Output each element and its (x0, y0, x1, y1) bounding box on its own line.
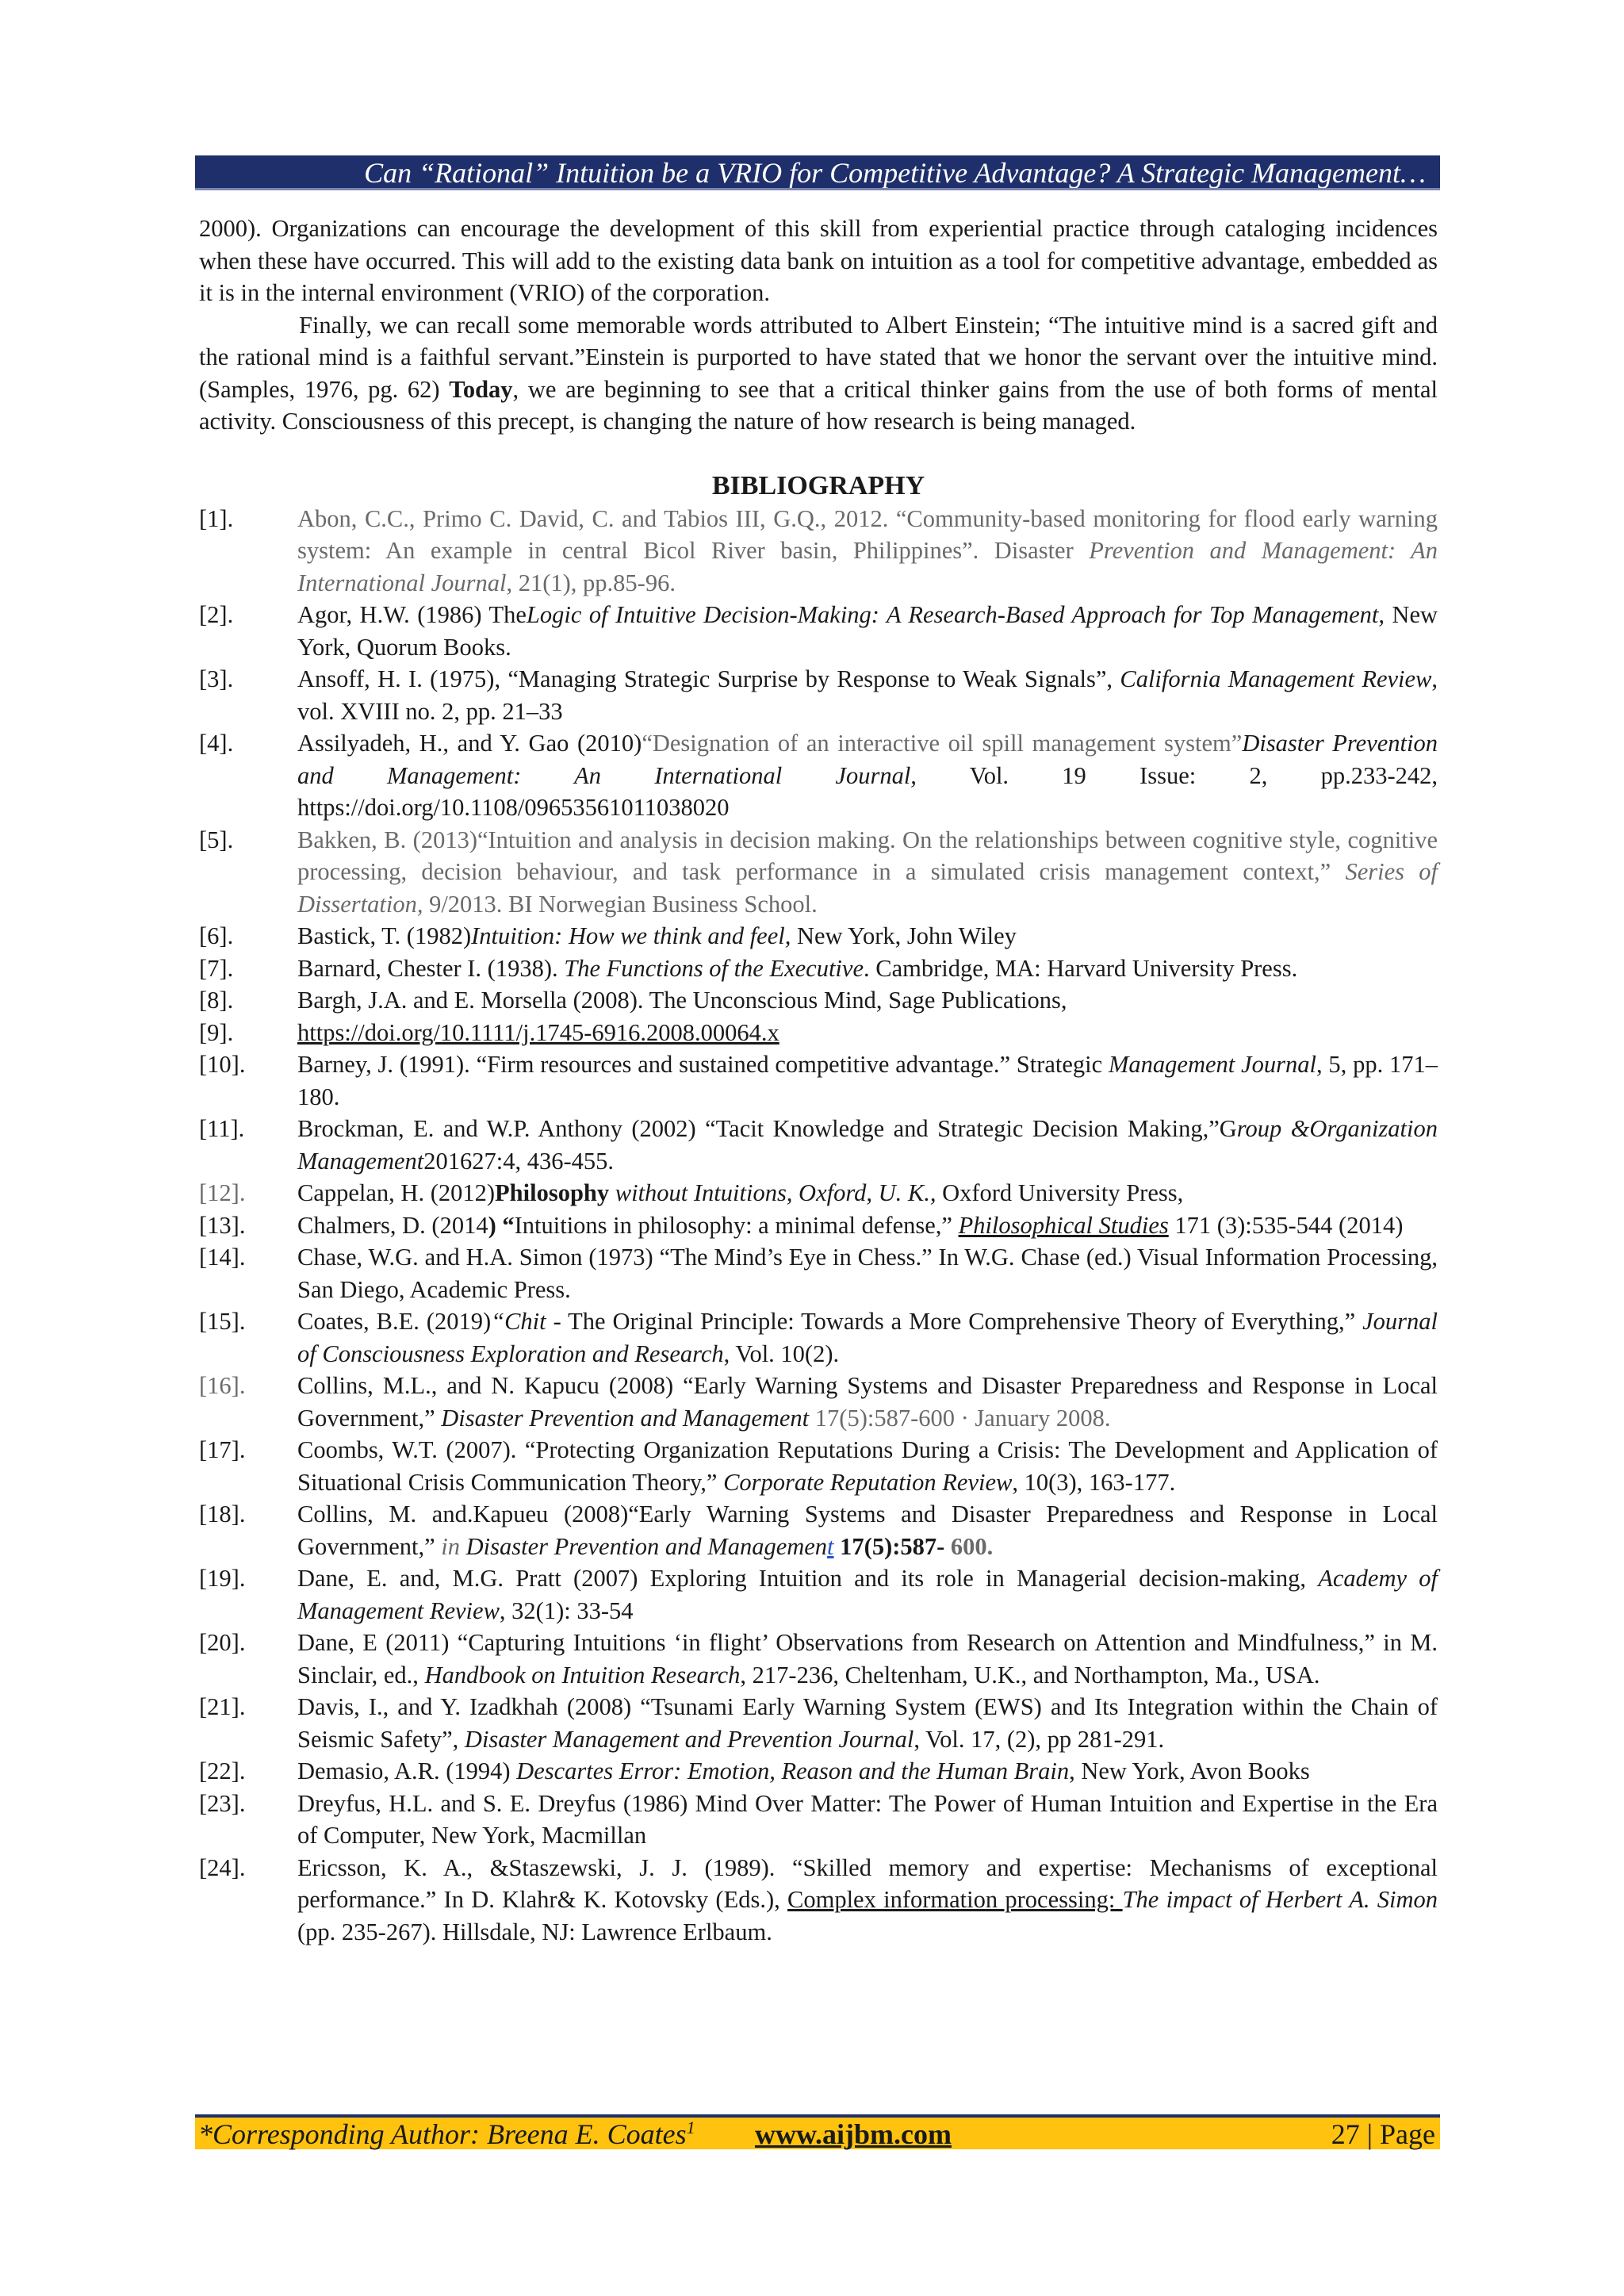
reference-number: [6]. (199, 922, 234, 949)
reference-item (199, 1562, 1438, 1627)
reference-text: Bargh, J.A. and E. Morsella (2008). The Unconscious Mind, Sage Publications, (297, 987, 1067, 1014)
reference-text: Collins, M.L., and N. Kapucu (2008) “Early Warning Systems and Disaster Preparedness and Response in Local Government,” Disaster Prevention and Management 17(5):587-600 · January 2008. (297, 1372, 1438, 1432)
reference-text: Dane, E (2011) “Capturing Intuitions ‘in flight’ Observations from Research on Attention and Mindfulness,” in M. Sinclair, ed., Handbook on Intuition Research, 217-236, Cheltenham, U.K., and Northampton, Ma., USA. (297, 1629, 1438, 1688)
reference-text: Brockman, E. and W.P. Anthony (2002) “Tacit Knowledge and Strategic Decision Making,”Group &Organization Management201627:4, 436-455. (297, 1115, 1438, 1175)
reference-number: [11]. (199, 1115, 245, 1142)
page-number: 27 | Page (1331, 2118, 1435, 2150)
reference-text: Dane, E. and, M.G. Pratt (2007) Exploring Intuition and its role in Managerial decision-making, Academy of Management Review, 32(1): 33-54 (297, 1565, 1438, 1624)
reference-item (199, 663, 1438, 727)
reference-item (199, 1691, 1438, 1755)
running-title: Can “Rational” Intuition be a VRIO for Competitive Advantage? A Strategic Management… (364, 157, 1426, 189)
body-paragraph-1: 2000). Organizations can encourage the development of this skill from experiential practice through cataloging incidences when these have occurred. This will add to the existing data bank on intuition as a tool for competitive advantage, embedded as it is in the internal environment (VRIO) of the corporation. (199, 215, 1438, 306)
reference-number: [15]. (199, 1308, 246, 1335)
reference-number: [19]. (199, 1565, 246, 1592)
reference-number: [8]. (199, 987, 234, 1014)
reference-number: [2]. (199, 601, 234, 628)
reference-text: Abon, C.C., Primo C. David, C. and Tabios III, G.Q., 2012. “Community-based monitoring for flood early warning system: An example in central Bicol River basin, Philippines”. Disaster Prevention and Management: An International Journal, 21(1), pp.85-96. (297, 504, 1438, 596)
reference-text: Chalmers, D. (2014) “Intuitions in philosophy: a minimal defense,” Philosophical Studies 171 (3):535-544 (2014) (297, 1211, 1404, 1239)
reference-text: Agor, H.W. (1986) TheLogic of Intuitive Decision-Making: A Research-Based Approach for Top Management, New York, Quorum Books. (297, 601, 1438, 661)
reference-number: [4]. (199, 730, 234, 757)
reference-number: [14]. (199, 1244, 246, 1271)
reference-item (199, 1852, 1438, 1949)
reference-text: Coates, B.E. (2019)“Chit - The Original Principle: Towards a More Comprehensive Theory of Everything,” Journal of Consciousness Exploration and Research, Vol. 10(2). (297, 1308, 1438, 1367)
reference-number: [7]. (199, 954, 234, 982)
reference-item (199, 953, 1438, 985)
reference-text: Coombs, W.T. (2007). “Protecting Organization Reputations During a Crisis: The Development and Application of Situational Crisis Communication Theory,” Corporate Reputation Review, 10(3), 163-177. (297, 1436, 1438, 1496)
reference-number: [16]. (199, 1372, 246, 1399)
reference-item (199, 1048, 1438, 1113)
reference-text: Chase, W.G. and H.A. Simon (1973) “The Mind’s Eye in Chess.” In W.G. Chase (ed.) Visual Information Processing, San Diego, Academic Press. (297, 1244, 1438, 1303)
reference-item (199, 1017, 1438, 1049)
reference-number: [20]. (199, 1629, 246, 1656)
running-header (195, 155, 1440, 190)
reference-text: Cappelan, H. (2012)Philosophy without Intuitions, Oxford, U. K., Oxford University Press, (297, 1179, 1184, 1206)
reference-number: [24]. (199, 1853, 246, 1881)
reference-number: [9]. (199, 1018, 234, 1046)
reference-text: Barnard, Chester I. (1938). The Functions of the Executive. Cambridge, MA: Harvard University Press. (297, 954, 1298, 982)
reference-item (199, 1627, 1438, 1691)
reference-text: Ansoff, H. I. (1975), “Managing Strategic Surprise by Response to Weak Signals”, California Management Review, vol. XVIII no. 2, pp. 21–33 (297, 665, 1438, 725)
reference-number: [17]. (199, 1436, 246, 1463)
reference-number: [5]. (199, 826, 234, 853)
reference-item (199, 1305, 1438, 1370)
reference-text: Ericsson, K. A., &Staszewski, J. J. (1989). “Skilled memory and expertise: Mechanisms of exceptional performance.” In D. Klahr& K. Kotovsky (Eds.), Complex information processing: The impact of Herbert A. Simon (pp. 235-267). Hillsdale, NJ: Lawrence Erlbaum. (297, 1853, 1438, 1945)
reference-number: [22]. (199, 1757, 246, 1784)
reference-item (199, 1241, 1438, 1305)
reference-item (199, 824, 1438, 921)
doi-link[interactable]: https://doi.org/10.1111/j.1745-6916.2008.00064.x (297, 1018, 779, 1046)
reference-text: Bastick, T. (1982)Intuition: How we think and feel, New York, John Wiley (297, 922, 1017, 949)
reference-item (199, 727, 1438, 824)
reference-text: Dreyfus, H.L. and S. E. Dreyfus (1986) Mind Over Matter: The Power of Human Intuition and Expertise in the Era of Computer, New York, Macmillan (297, 1789, 1438, 1849)
reference-text: Demasio, A.R. (1994) Descartes Error: Emotion, Reason and the Human Brain, New York, Avon Books (297, 1757, 1310, 1784)
reference-item (199, 599, 1438, 663)
reference-text: Bakken, B. (2013)“Intuition and analysis in decision making. On the relationships between cognitive style, cognitive processing, decision behaviour, and task performance in a simulated crisis management context,” Series of Dissertation, 9/2013. BI Norwegian Business School. (297, 826, 1438, 918)
corresponding-author: *Corresponding Author: Breena E. Coates$^1$ (198, 2118, 695, 2150)
page-footer (195, 2114, 1440, 2149)
reference-text: Collins, M. and.Kapueu (2008)“Early Warning Systems and Disaster Preparedness and Response in Local Government,” in Disaster Prevention and Management 17(5):587- 600. (297, 1501, 1438, 1560)
reference-item (199, 1370, 1438, 1434)
reference-item (199, 1209, 1438, 1242)
reference-item (199, 1498, 1438, 1562)
reference-number: [13]. (199, 1211, 246, 1239)
reference-text: Davis, I., and Y. Izadkhah (2008) “Tsunami Early Warning System (EWS) and Its Integration within the Chain of Seismic Safety”, Disaster Management and Prevention Journal, Vol. 17, (2), pp 281-291. (297, 1693, 1438, 1753)
reference-item (199, 1113, 1438, 1177)
reference-item (199, 503, 1438, 600)
reference-text: Assilyadeh, H., and Y. Gao (2010)“Designation of an interactive oil spill management system”Disaster Prevention and Management: An International Journal, Vol. 19 Issue: 2, pp.233-242, https://doi.org/10.1108/09653561011038020 (297, 730, 1438, 821)
body-paragraph-2: Finally, we can recall some memorable words attributed to Albert Einstein; “The intuitive mind is a sacred gift and the rational mind is a faithful servant.”Einstein is purported to have stated that we honor the servant over the intuitive mind. (Samples, 1976, pg. 62) Today, we are beginning to see that a critical thinker gains from the use of both forms of mental activity. Consciousness of this precept, is changing the nature of how research is being managed. (199, 311, 1438, 435)
reference-item (199, 1755, 1438, 1788)
reference-item (199, 920, 1438, 953)
main-content (199, 213, 1438, 1948)
reference-list (199, 503, 1438, 1949)
reference-item (199, 1788, 1438, 1852)
reference-text (297, 1017, 1438, 1049)
reference-item (199, 1434, 1438, 1498)
reference-number: [21]. (199, 1693, 246, 1720)
reference-item (199, 984, 1438, 1017)
bibliography-heading: BIBLIOGRAPHY (711, 470, 925, 500)
reference-number: [12]. (199, 1179, 246, 1206)
journal-website-link[interactable]: www.aijbm.com (755, 2118, 952, 2150)
reference-number: [3]. (199, 665, 234, 692)
reference-item (199, 1177, 1438, 1209)
reference-text: Barney, J. (1991). “Firm resources and sustained competitive advantage.” Strategic Management Journal, 5, pp. 171–180. (297, 1051, 1438, 1110)
reference-number: [10]. (199, 1051, 246, 1078)
reference-number: [18]. (199, 1501, 246, 1527)
reference-number: [1]. (199, 504, 234, 532)
reference-number: [23]. (199, 1789, 246, 1817)
